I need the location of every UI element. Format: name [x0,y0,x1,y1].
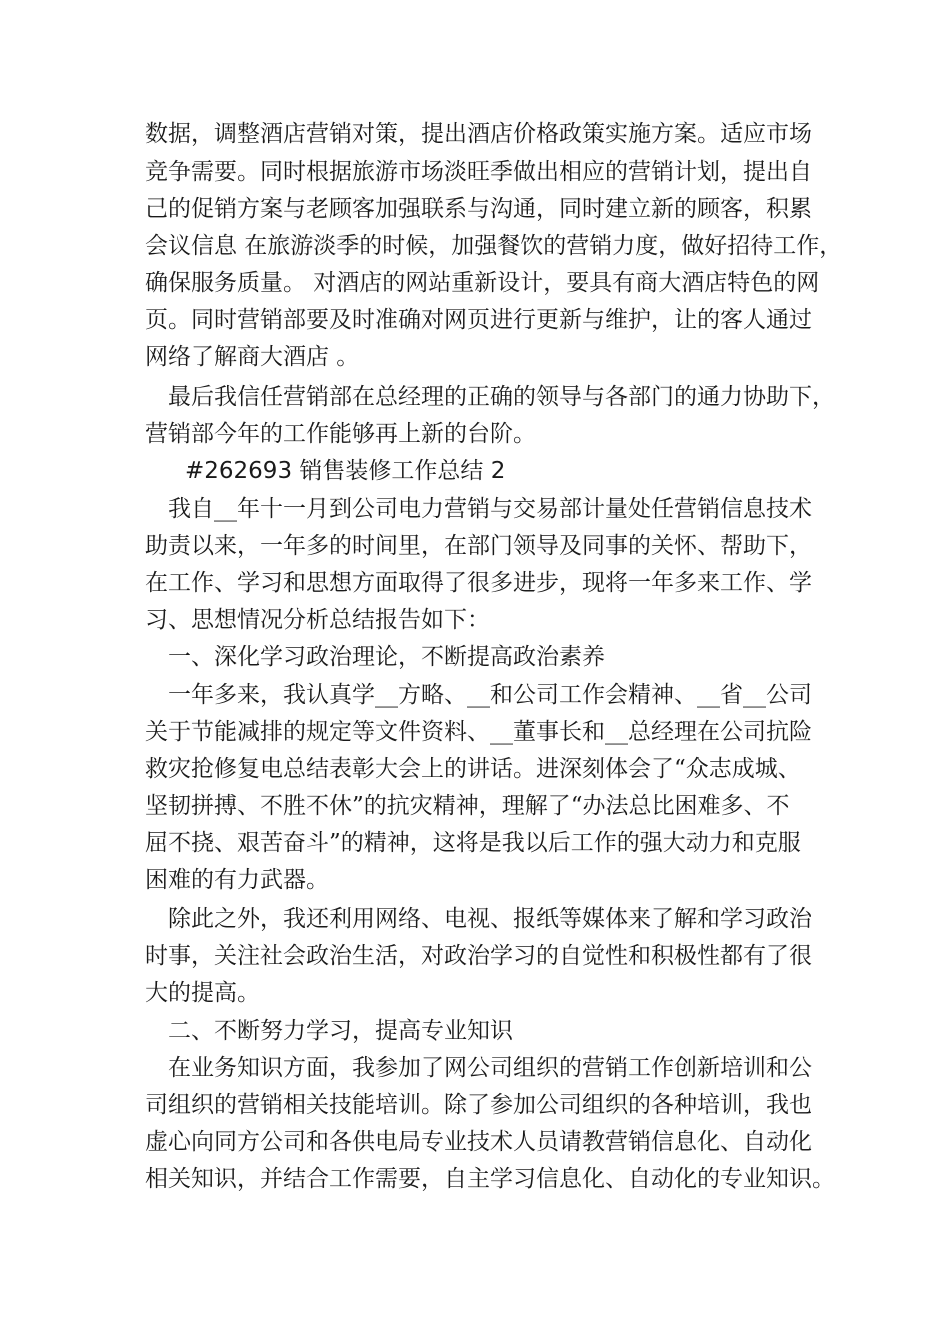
paragraph-line: 在工作、学习和思想方面取得了很多进步，现将一年多来工作、学 [145,570,812,596]
paragraph-line: 除此之外，我还利用网络、电视、报纸等媒体来了解和学习政治 [168,906,812,932]
paragraph-line: 大的提高。 [145,980,260,1006]
paragraph-line: 救灾抢修复电总结表彰大会上的讲话。进深刻体会了“众志成城、 [145,756,801,782]
paragraph-line: 关于节能减排的规定等文件资料、__董事长和__总经理在公司抗险 [145,719,812,745]
paragraph-line: 网络了解商大酒店 。 [145,344,360,370]
section-title: #262693 销售装修工作总结 2 [185,458,506,484]
section-heading: 一、深化学习政治理论，不断提高政治素养 [168,644,605,670]
paragraph-line: 屈不挠、艰苦奋斗”的精神，这将是我以后工作的强大动力和克服 [145,830,801,856]
paragraph-line: 己的促销方案与老顾客加强联系与沟通，同时建立新的顾客，积累 [145,196,812,222]
paragraph-line: 营销部今年的工作能够再上新的台阶。 [145,421,536,447]
paragraph-line: 习、思想情况分析总结报告如下： [145,607,490,633]
paragraph-line: 相关知识，并结合工作需要，自主学习信息化、自动化的专业知识。 [145,1166,835,1192]
paragraph-line: 确保服务质量。 对酒店的网站重新设计，要具有商大酒店特色的网 [145,270,820,296]
paragraph-line: 一年多来，我认真学__方略、__和公司工作会精神、__省__公司 [168,682,812,708]
paragraph-line: 我自__年十一月到公司电力营销与交易部计量处任营销信息技术 [168,496,812,522]
paragraph-line: 数据，调整酒店营销对策，提出酒店价格政策实施方案。适应市场 [145,121,812,147]
paragraph-line: 助责以来，一年多的时间里，在部门领导及同事的关怀、帮助下， [145,533,812,559]
paragraph-line: 最后我信任营销部在总经理的正确的领导与各部门的通力协助下， [168,384,835,410]
paragraph-line: 虚心向同方公司和各供电局专业技术人员请教营销信息化、自动化 [145,1129,812,1155]
section-heading: 二、不断努力学习，提高专业知识 [168,1018,513,1044]
paragraph-line: 会议信息 在旅游淡季的时候，加强餐饮的营销力度，做好招待工作， [145,233,843,259]
paragraph-line: 司组织的营销相关技能培训。除了参加公司组织的各种培训，我也 [145,1092,812,1118]
paragraph-line: 时事，关注社会政治生活，对政治学习的自觉性和积极性都有了很 [145,943,812,969]
paragraph-line: 困难的有力武器。 [145,867,329,893]
paragraph-line: 竞争需要。同时根据旅游市场淡旺季做出相应的营销计划，提出自 [145,159,812,185]
paragraph-line: 坚韧拼搏、不胜不休”的抗灾精神，理解了“办法总比困难多、不 [145,793,790,819]
paragraph-line: 在业务知识方面，我参加了网公司组织的营销工作创新培训和公 [168,1055,812,1081]
paragraph-line: 页。同时营销部要及时准确对网页进行更新与维护，让的客人通过 [145,307,812,333]
